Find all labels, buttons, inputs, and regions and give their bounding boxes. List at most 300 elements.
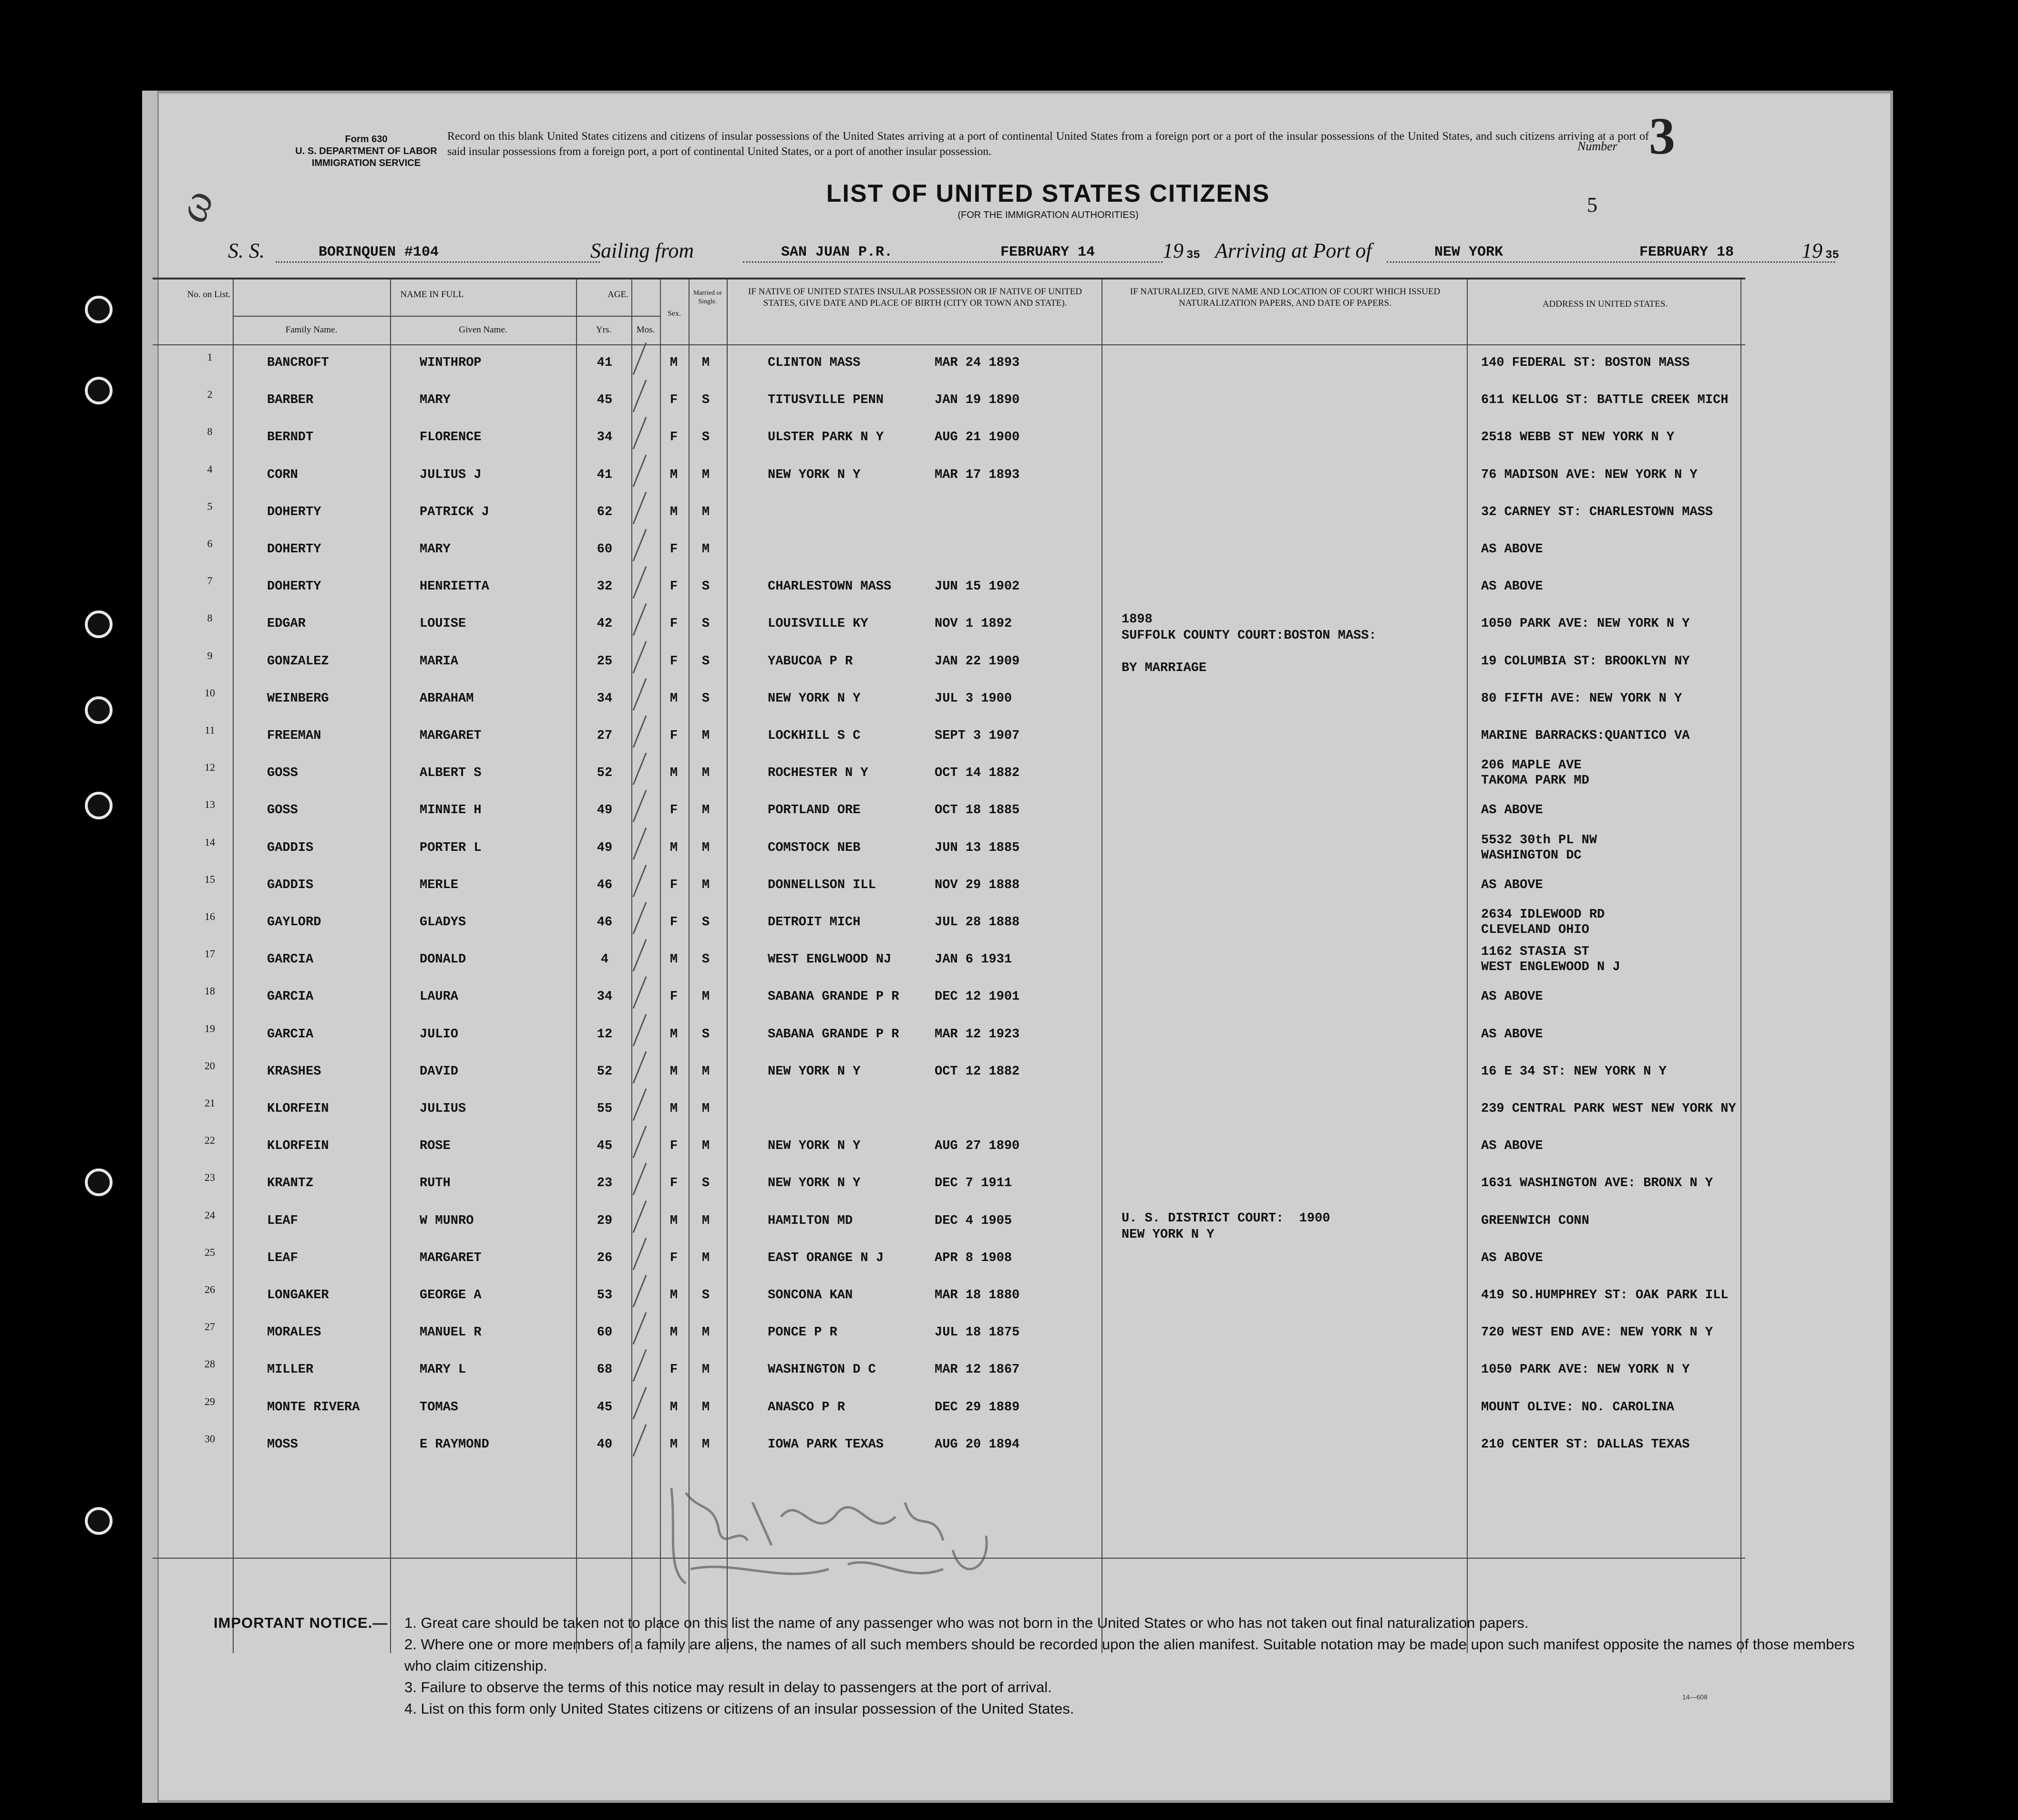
cell-addr: GREENWICH CONN [1481,1213,1589,1228]
cell-no: 18 [205,985,215,997]
cell-age: 45 [597,1400,613,1415]
cell-no: 22 [205,1134,215,1147]
checkmark-tick [633,827,647,860]
table-row [153,985,1745,1018]
cell-place: EAST ORANGE N J [768,1251,884,1265]
cell-ms: M [701,1325,710,1340]
header-yrs: Yrs. [596,325,612,335]
cell-ms: M [701,467,710,482]
cell-place: ANASCO P R [768,1400,845,1415]
cell-place: NEW YORK N Y [768,1064,861,1079]
cell-date: AUG 21 1900 [935,430,1020,445]
cell-age: 68 [597,1363,613,1377]
cell-ms: S [701,1027,710,1042]
cell-ms: M [701,1139,710,1154]
cell-no: 24 [205,1209,215,1221]
header-age: AGE. [607,290,628,300]
cell-ms: M [701,840,710,855]
cell-place: PORTLAND ORE [768,803,861,818]
checkmark-tick [633,380,647,412]
cell-given: ROSE [420,1139,451,1154]
cell-no: 29 [205,1395,215,1407]
arriving-label: Arriving at Port of [1215,239,1372,262]
cell-family: MONTE RIVERA [267,1400,360,1415]
cell-given: W MUNRO [420,1213,474,1228]
cell-addr: 720 WEST END AVE: NEW YORK N Y [1481,1325,1713,1340]
checkmark-tick [633,1126,647,1158]
cell-place: NEW YORK N Y [768,691,861,706]
cell-place: HAMILTON MD [768,1213,853,1228]
cell-age: 46 [597,878,613,892]
cell-sex: M [669,1437,678,1452]
cell-addr: 1631 WASHINGTON AVE: BRONX N Y [1481,1176,1713,1191]
table-row [153,724,1745,757]
cell-age: 23 [597,1176,613,1191]
cell-addr: MOUNT OLIVE: NO. CAROLINA [1481,1400,1675,1415]
header-mos: Mos. [636,325,655,335]
cell-age: 45 [597,393,613,408]
ship-name: BORINQUEN #104 [319,244,439,260]
cell-addr: AS ABOVE [1481,1139,1543,1154]
cell-date: JUL 3 1900 [935,691,1012,706]
cell-no: 15 [205,873,215,885]
cell-addr: 206 MAPLE AVE [1481,758,1582,773]
cell-addr: 32 CARNEY ST: CHARLESTOWN MASS [1481,505,1713,519]
cell-ms: M [701,990,710,1004]
cell-sex: F [669,878,678,892]
checkmark-tick [633,641,647,673]
page-subtitle: (FOR THE IMMIGRATION AUTHORITIES) [958,210,1139,220]
naturalization-doherty-mary: BY MARRIAGE [1122,661,1207,675]
cell-date: APR 8 1908 [935,1251,1012,1265]
cell-sex: F [669,654,678,669]
cell-age: 45 [597,1139,613,1154]
cell-family: GARCIA [267,952,314,967]
checkmark-tick [633,1014,647,1046]
cell-age: 46 [597,915,613,930]
cell-ms: M [701,505,710,519]
table-row [153,1395,1745,1429]
cell-place: TITUSVILLE PENN [768,393,884,408]
cell-sex: M [669,467,678,482]
cell-family: GARCIA [267,1027,314,1042]
cell-no: 17 [205,948,215,960]
cell-date: JAN 19 1890 [935,393,1020,408]
cell-date: JAN 6 1931 [935,952,1012,967]
cell-addr: AS ABOVE [1481,990,1543,1004]
cell-addr: 76 MADISON AVE: NEW YORK N Y [1481,467,1698,482]
cell-given: MANUEL R [420,1325,482,1340]
cell-age: 41 [597,467,613,482]
checkmark-tick [633,1163,647,1195]
cell-place: SABANA GRANDE P R [768,990,899,1004]
cell-given: JULIO [420,1027,459,1042]
table-row [153,351,1745,384]
cell-date: NOV 1 1892 [935,617,1012,631]
arrive-year-prefix: 19 [1802,239,1822,262]
cell-ms: S [701,915,710,930]
cell-place: NEW YORK N Y [768,1139,861,1154]
cell-date: JUL 28 1888 [935,915,1020,930]
cell-age: 26 [597,1251,613,1265]
cell-sex: M [669,840,678,855]
checkmark-tick [633,417,647,449]
cell-sex: M [669,1288,678,1303]
cell-given: MARGARET [420,1251,482,1265]
cell-sex: M [669,1400,678,1415]
cell-place: DETROIT MICH [768,915,861,930]
header-married: Married or Single. [693,290,722,305]
punch-hole [85,792,113,819]
checkmark-tick [633,678,647,711]
table-row [153,908,1745,944]
cell-given: LOUISE [420,617,466,631]
number-label: Number [1577,139,1617,153]
cell-place: NEW YORK N Y [768,1176,861,1191]
cell-place: YABUCOA P R [768,654,853,669]
cell-place: LOCKHILL S C [768,729,861,743]
cell-addr: 1162 STASIA ST [1481,945,1589,960]
cell-date: JUN 13 1885 [935,840,1020,855]
table-row [153,798,1745,832]
cell-ms: S [701,393,710,408]
cell-place: PONCE P R [768,1325,837,1340]
cell-family: GARCIA [267,990,314,1004]
header-sex: Sex. [668,310,681,318]
cell-sex: F [669,915,678,930]
cell-no: 26 [205,1283,215,1295]
checkmark-tick [633,865,647,897]
cell-family: GAYLORD [267,915,321,930]
cell-no: 8 [207,612,213,624]
checkmark-tick [633,1275,647,1307]
cell-place: COMSTOCK NEB [768,840,861,855]
cell-family: BERNDT [267,430,314,445]
cell-sex: F [669,617,678,631]
notice-item-1: 1. Great care should be taken not to place on this list the name of any passenger who was not born in the United States or who has not taken out final naturalization papers. [404,1614,1529,1631]
table-row [153,686,1745,720]
cell-sex: M [669,1325,678,1340]
sailing-label: Sailing from [590,239,694,262]
cell-age: 40 [597,1437,613,1452]
voyage-line [228,238,1849,267]
cell-sex: F [669,393,678,408]
checkmark-tick [633,529,647,561]
cell-given: GEORGE A [420,1288,482,1303]
cell-family: BANCROFT [267,356,329,370]
cell-sex: F [669,1363,678,1377]
cell-sex: M [669,1102,678,1116]
cell-family: WEINBERG [267,691,329,706]
cell-given: LAURA [420,990,459,1004]
cell-given: JULIUS [420,1102,466,1116]
cell-sex: F [669,1176,678,1191]
cell-place: NEW YORK N Y [768,467,861,482]
cell-age: 62 [597,505,613,519]
cell-family: CORN [267,467,298,482]
cell-addr: 2634 IDLEWOOD RD [1481,908,1605,922]
cell-no: 23 [205,1171,215,1184]
arrive-date: FEBRUARY 18 [1639,244,1734,260]
table-row [153,1134,1745,1168]
punch-hole [85,610,113,638]
cell-age: 53 [597,1288,613,1303]
cell-addr: 5532 30th PL NW [1481,833,1597,848]
cell-given: PORTER L [420,840,482,855]
cell-sex: M [669,505,678,519]
cell-family: LEAF [267,1251,298,1265]
arrive-year-suffix: 35 [1825,249,1839,262]
cell-place: ROCHESTER N Y [768,766,868,781]
cell-date: DEC 12 1901 [935,990,1020,1004]
number-value: 3 [1649,107,1675,165]
cell-place: WEST ENGLWOOD NJ [768,952,892,967]
cell-family: GOSS [267,803,298,818]
ss-label: S. S. [228,239,265,262]
cell-given: JULIUS J [420,467,482,482]
cell-sex: F [669,542,678,557]
cell-family: KLORFEIN [267,1139,329,1154]
cell-family: BARBER [267,393,314,408]
cell-date: MAR 17 1893 [935,467,1020,482]
cell-ms: S [701,654,710,669]
cell-age: 4 [600,952,609,967]
cell-ms: M [701,878,710,892]
cell-ms: S [701,1176,710,1191]
header-naturalized: IF NATURALIZED, GIVE NAME AND LOCATION OF COURT WHICH ISSUED NATURALIZATION PAPERS, AND DATE OF PAPERS. [1130,287,1441,308]
table-row [153,649,1745,683]
cell-ms: M [701,542,710,557]
cell-addr: 611 KELLOG ST: BATTLE CREEK MICH [1481,393,1729,408]
cell-date: JAN 22 1909 [935,654,1020,669]
cell-no: 2 [207,388,213,401]
table-row [153,758,1745,795]
cell-addr-line2: WASHINGTON DC [1481,848,1582,863]
cell-addr: 16 E 34 ST: NEW YORK N Y [1481,1064,1667,1079]
punch-hole [85,296,113,323]
cell-no: 8 [207,425,213,438]
cell-family: KRASHES [267,1064,321,1079]
checkmark-tick [633,1088,647,1121]
naturalization-doherty: 1898 SUFFOLK COUNTY COURT:BOSTON MASS: [1122,612,1377,643]
checkmark-tick [633,753,647,785]
cell-family: GONZALEZ [267,654,329,669]
checkmark-tick [633,1238,647,1270]
cell-age: 52 [597,766,613,781]
page-number: 5 [1587,193,1597,217]
cell-family: GADDIS [267,878,314,892]
checkmark-tick [633,492,647,524]
cell-age: 32 [597,579,613,594]
cell-addr-line2: TAKOMA PARK MD [1481,774,1589,788]
department: U. S. DEPARTMENT OF LABOR [295,146,437,156]
notice-item-3: 3. Failure to observe the terms of this notice may result in delay to passengers at the port of arrival. [404,1679,1052,1696]
table-row [153,1321,1745,1354]
sail-date: FEBRUARY 14 [1000,244,1095,260]
punch-hole [85,696,113,724]
cell-no: 14 [205,836,215,848]
cell-ms: M [701,1213,710,1228]
cell-family: LEAF [267,1213,298,1228]
cell-no: 21 [205,1097,215,1109]
cell-age: 27 [597,729,613,743]
cell-no: 4 [207,463,213,475]
cell-no: 9 [207,649,213,662]
cell-place: DONNELLSON ILL [768,878,876,892]
cell-date: OCT 12 1882 [935,1064,1020,1079]
notice-items [404,1612,1883,1719]
cell-no: 11 [205,724,215,736]
header-no: No. on List. [187,290,231,300]
cell-age: 29 [597,1213,613,1228]
cell-age: 42 [597,617,613,631]
cell-no: 6 [207,538,213,549]
cell-addr: AS ABOVE [1481,542,1543,557]
cell-ms: M [701,1064,710,1079]
cell-place: ULSTER PARK N Y [768,430,884,445]
cell-given: MARY [420,393,451,408]
cell-ms: M [701,1363,710,1377]
cell-given: HENRIETTA [420,579,489,594]
cell-sex: M [669,1027,678,1042]
cell-ms: S [701,579,710,594]
inspector-signature [657,1474,1000,1598]
cell-addr: 80 FIFTH AVE: NEW YORK N Y [1481,691,1682,706]
cell-date: JUL 18 1875 [935,1325,1020,1340]
cell-date: AUG 20 1894 [935,1437,1020,1452]
cell-family: FREEMAN [267,729,321,743]
cell-given: MARGARET [420,729,482,743]
cell-sex: M [669,1213,678,1228]
table-row [153,1358,1745,1391]
manifest-sheet [142,91,1893,1803]
cell-given: MARY L [420,1363,466,1377]
cell-given: E RAYMOND [420,1437,489,1452]
table-row [153,1097,1745,1130]
checkmark-tick [633,790,647,822]
checkmark-tick [633,566,647,599]
cell-addr-line2: CLEVELAND OHIO [1481,923,1589,937]
cell-no: 1 [207,351,213,363]
cell-addr: 2518 WEBB ST NEW YORK N Y [1481,430,1675,445]
cell-ms: M [701,803,710,818]
cell-addr: 140 FEDERAL ST: BOSTON MASS [1481,356,1690,370]
table-row [153,1171,1745,1205]
cell-addr: AS ABOVE [1481,803,1543,818]
cell-no: 30 [205,1432,215,1445]
cell-age: 12 [597,1027,613,1042]
cell-age: 34 [597,430,613,445]
cell-given: DONALD [420,952,466,967]
cell-family: DOHERTY [267,542,321,557]
table-row [153,1209,1745,1242]
cell-addr: AS ABOVE [1481,1251,1543,1265]
table-row [153,873,1745,907]
naturalization-klorfein: U. S. DISTRICT COURT: 1900 NEW YORK N Y [1122,1211,1330,1242]
cell-age: 55 [597,1102,613,1116]
service: IMMIGRATION SERVICE [311,158,421,168]
header-birth: IF NATIVE OF UNITED STATES INSULAR POSSESSION OR IF NATIVE OF UNITED STATES, GIVE DATE AND PLACE OF BIRTH (CITY OR TOWN AND STATE). [748,287,1082,308]
cell-age: 49 [597,803,613,818]
checkmark-tick [633,1312,647,1344]
cell-no: 25 [205,1246,215,1258]
table-row [153,500,1745,534]
notice-item-2: 2. Where one or more members of a family are aliens, the names of all such members should be recorded upon the alien manifest. Suitable notation may be made upon such manifest opposite the names of those members who claim citizenship. [404,1636,1855,1674]
table-row [153,945,1745,981]
cell-sex: F [669,430,678,445]
table-row [153,833,1745,869]
cell-addr: 1050 PARK AVE: NEW YORK N Y [1481,617,1690,631]
cell-no: 10 [205,686,215,699]
cell-no: 27 [205,1321,215,1333]
cell-no: 13 [205,798,215,811]
cell-ms: S [701,617,710,631]
cell-given: TOMAS [420,1400,459,1415]
notice-item-4: 4. List on this form only United States citizens or citizens of an insular possession of the United States. [404,1700,1074,1717]
checkmark-tick [633,455,647,487]
cell-date: NOV 29 1888 [935,878,1020,892]
checkmark-tick [633,976,647,1009]
cell-ms: M [701,729,710,743]
record-instructions: Record on this blank United States citizens and citizens of insular possessions of the United States arriving at a port of continental United States from a foreign port or a port of the insular possessions of the United States, and such citizens arriving at a port of said insular possessions from a foreign port, a port of continental United States, or a port of another insular possession. [447,130,1649,158]
cell-addr: 19 COLUMBIA ST: BROOKLYN NY [1481,654,1690,669]
table-row [153,463,1745,496]
header-address: ADDRESS IN UNITED STATES. [1542,299,1668,309]
cell-place: WASHINGTON D C [768,1363,876,1377]
cell-given: MARIA [420,654,459,669]
cell-place: SONCONA KAN [768,1288,853,1303]
manifest-table [153,278,1745,1653]
cell-no: 20 [205,1059,215,1072]
cell-ms: S [701,691,710,706]
cell-family: LONGAKER [267,1288,329,1303]
cell-date: MAR 12 1867 [935,1363,1020,1377]
notice-heading: IMPORTANT NOTICE.— [214,1614,388,1631]
cell-ms: M [701,1400,710,1415]
cell-place: LOUISVILLE KY [768,617,868,631]
cell-date: MAR 18 1880 [935,1288,1020,1303]
cell-given: ALBERT S [420,766,482,781]
cell-age: 34 [597,691,613,706]
cell-given: RUTH [420,1176,451,1191]
cell-given: WINTHROP [420,356,482,370]
checkmark-tick [633,342,647,375]
cell-ms: M [701,356,710,370]
cell-family: GOSS [267,766,298,781]
table-row [153,1283,1745,1317]
cell-ms: S [701,430,710,445]
table-row [153,1246,1745,1280]
cell-place: CLINTON MASS [768,356,861,370]
cell-addr: 239 CENTRAL PARK WEST NEW YORK NY [1481,1102,1736,1116]
cell-family: MILLER [267,1363,314,1377]
cell-no: 5 [207,500,213,512]
to-port: NEW YORK [1434,244,1503,260]
table-row [153,538,1745,571]
punch-hole [85,1507,113,1535]
cell-given: GLADYS [420,915,466,930]
cell-family: KLORFEIN [267,1102,329,1116]
punch-hole [85,1169,113,1196]
cell-age: 41 [597,356,613,370]
header-family: Family Name. [285,325,338,335]
cell-addr: AS ABOVE [1481,579,1543,594]
table-row [153,388,1745,422]
from-port: SAN JUAN P.R. [781,244,893,260]
cell-family: DOHERTY [267,505,321,519]
cell-sex: M [669,356,678,370]
cell-age: 60 [597,542,613,557]
